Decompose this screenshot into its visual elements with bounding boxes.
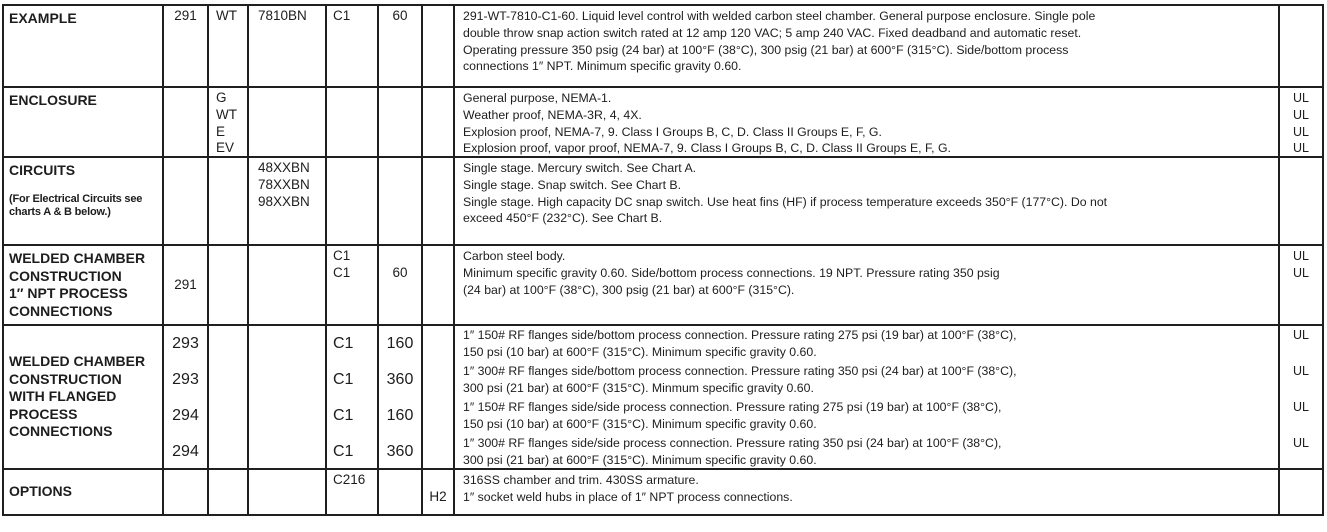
desc-line: double throw snap action switch rated at 12 amp 120 VAC; 5 amp 240 VAC. Fixed deadband and automatic reset. [463, 25, 1082, 40]
material-code: C216 [333, 472, 366, 487]
description-cell [455, 246, 1280, 324]
row-label-line: CONNECTIONS [9, 302, 113, 319]
series-code-cell [164, 246, 209, 324]
desc-entry [455, 326, 1278, 362]
ul-mark: UL [1293, 107, 1309, 122]
ul-mark: UL [1293, 364, 1309, 378]
row-label-line: CONNECTIONS [9, 423, 113, 440]
desc-entry [455, 362, 1278, 398]
ul-mark: UL [1293, 124, 1309, 139]
desc-line: Single stage. Mercury switch. See Chart A. [463, 161, 697, 175]
desc-line: Single stage. Snap switch. See Chart B. [463, 177, 682, 192]
row-welded-flanged [4, 324, 1322, 468]
row-circuits [4, 156, 1322, 244]
row-label-line: 1″ NPT PROCESS [9, 285, 128, 301]
series-code-cell [164, 88, 209, 156]
gravity-code: 360 [386, 371, 414, 388]
enclosure-code: WT [216, 8, 237, 23]
ul-cell [1280, 470, 1322, 514]
desc-line: General purpose, NEMA-1. [463, 91, 612, 105]
material-code-cell [327, 158, 379, 244]
material-code-cell [327, 470, 379, 514]
material-code: C1 [333, 248, 351, 263]
description-cell [455, 158, 1280, 244]
row-label-line: WELDED CHAMBER [9, 250, 146, 266]
material-code: C1 [333, 264, 351, 280]
note-line: (For Electrical Circuits see [9, 192, 143, 205]
row-label-options [4, 470, 164, 514]
desc-line: Weather proof, NEMA-3R, 4, 4X. [463, 107, 642, 122]
gravity-code: 160 [386, 335, 414, 352]
enclosure-code: E [216, 123, 226, 139]
circuit-code: 48XXBN [258, 160, 310, 175]
gravity-code-cell [379, 158, 423, 244]
option-code-blank [423, 472, 453, 489]
gravity-code: 60 [392, 8, 408, 23]
series-code-cell [164, 6, 209, 86]
gravity-code: 60 [392, 264, 408, 280]
gravity-code-blank [379, 248, 421, 265]
desc-line: 1″ 300# RF flanges side/bottom process connection. Pressure rating 350 psi (24 bar) at 100°F (38°C), [463, 364, 1017, 378]
row-label-line: PROCESS [9, 405, 78, 422]
option-code-cell [423, 6, 455, 86]
description-cell [455, 470, 1280, 514]
enclosure-code-cell [209, 470, 249, 514]
ul-mark: UL [1293, 265, 1309, 280]
series-code: 293 [172, 335, 199, 352]
desc-line: 291-WT-7810-C1-60. Liquid level control with welded carbon steel chamber. General purpose enclosure. Single pole [463, 9, 1096, 23]
row-label-example [4, 6, 164, 86]
series-code-cell [164, 326, 209, 468]
enclosure-code: EV [216, 140, 235, 156]
material-code: C1 [333, 407, 354, 424]
circuit-code-cell [249, 158, 327, 244]
ul-mark: UL [1293, 91, 1309, 105]
circuit-code-cell [249, 88, 327, 156]
option-code-cell [423, 326, 455, 468]
row-label-text: EXAMPLE [9, 10, 77, 26]
enclosure-code-cell [209, 158, 249, 244]
ul-mark: UL [1293, 328, 1309, 342]
material-code: C1 [333, 371, 354, 388]
desc-entry [455, 398, 1278, 434]
enclosure-code-cell [209, 6, 249, 86]
note-line: charts A & B below.) [9, 206, 111, 218]
row-label-line: CONSTRUCTION [9, 267, 122, 284]
desc-line: 300 psi (21 bar) at 600°F (315°C). Minimum specific gravity 0.60. [463, 452, 817, 467]
gravity-code-cell [379, 326, 423, 468]
material-code-cell [327, 6, 379, 86]
gravity-code: 360 [386, 443, 414, 460]
row-example [4, 6, 1322, 86]
ul-cell [1280, 246, 1322, 324]
circuit-code-cell [249, 6, 327, 86]
circuit-code: 98XXBN [258, 193, 310, 209]
desc-line: connections 1″ NPT. Minimum specific gravity 0.60. [463, 59, 742, 74]
gravity-code-cell [379, 470, 423, 514]
desc-line: 1″ 150# RF flanges side/bottom process connection. Pressure rating 275 psi (19 bar) at 100°F (38°C), [463, 328, 1017, 342]
row-label-line: CONSTRUCTION [9, 370, 122, 387]
desc-line: 1″ 300# RF flanges side/side process connection. Pressure rating 350 psi (24 bar) at 100°F (38°C), [463, 436, 1002, 450]
material-code: C1 [333, 443, 354, 460]
option-code-cell [423, 246, 455, 324]
row-label-line: WITH FLANGED [9, 388, 117, 405]
row-label-text: ENCLOSURE [9, 92, 97, 108]
option-code-cell [423, 158, 455, 244]
desc-line: 150 psi (10 bar) at 600°F (315°C). Minimum specific gravity 0.60. [463, 416, 817, 431]
series-code-cell [164, 158, 209, 244]
desc-line: exceed 450°F (232°C). See Chart B. [463, 211, 663, 226]
series-code: 293 [172, 371, 199, 388]
ul-cell [1280, 158, 1322, 244]
material-code: C1 [333, 8, 351, 23]
row-label-welded-flanged [4, 326, 164, 468]
ul-mark: UL [1293, 141, 1309, 156]
desc-line: 150 psi (10 bar) at 600°F (315°C). Minimum specific gravity 0.60. [463, 344, 817, 359]
row-label-text: OPTIONS [9, 483, 73, 500]
row-enclosure [4, 86, 1322, 156]
material-code-cell [327, 88, 379, 156]
row-welded-npt [4, 244, 1322, 324]
gravity-code-cell [379, 246, 423, 324]
row-options [4, 468, 1322, 514]
enclosure-code: G [216, 90, 227, 105]
desc-line: Carbon steel body. [463, 249, 566, 263]
enclosure-code-cell [209, 88, 249, 156]
description-cell [455, 88, 1280, 156]
description-cell [455, 6, 1280, 86]
enclosure-code-cell [209, 246, 249, 324]
option-code-cell [423, 88, 455, 156]
enclosure-code: WT [216, 106, 237, 122]
material-code-cell [327, 246, 379, 324]
series-code: 294 [172, 407, 199, 424]
desc-line: 300 psi (21 bar) at 600°F (315°C). Minmum specific gravity 0.60. [463, 380, 814, 395]
gravity-code-cell [379, 6, 423, 86]
circuit-code-cell [249, 326, 327, 468]
gravity-code-cell [379, 88, 423, 156]
desc-line: 1″ 150# RF flanges side/side process connection. Pressure rating 275 psi (19 bar) at 100°F (38°C), [463, 400, 1002, 414]
series-code: 291 [174, 276, 197, 292]
option-code: H2 [429, 488, 447, 504]
ul-cell [1280, 326, 1322, 468]
ul-cell [1280, 88, 1322, 156]
desc-line: Single stage. High capacity DC snap switch. Use heat fins (HF) if process temperature exceeds 350°F (177°C). Do not [463, 194, 1108, 209]
ul-cell [1280, 6, 1322, 86]
row-label-welded-npt [4, 246, 164, 324]
series-code: 294 [172, 443, 199, 460]
series-code: 291 [174, 8, 197, 23]
row-label-line: WELDED CHAMBER [9, 353, 146, 370]
circuit-code-cell [249, 246, 327, 324]
ul-mark: UL [1293, 400, 1309, 414]
ul-mark: UL [1293, 249, 1309, 263]
row-label-text: CIRCUITS [9, 162, 76, 178]
row-label-circuits [4, 158, 164, 244]
row-label-enclosure [4, 88, 164, 156]
model-selection-table [2, 4, 1324, 516]
option-code-cell [423, 470, 455, 514]
desc-line: (24 bar) at 100°F (38°C), 300 psig (21 bar) at 600°F (315°C). [463, 282, 795, 297]
circuit-code: 7810BN [258, 8, 307, 23]
description-cell [455, 326, 1280, 468]
desc-line: Explosion proof, NEMA-7, 9. Class I Groups B, C, D. Class II Groups E, F, G. [463, 124, 882, 139]
material-code: C1 [333, 335, 354, 352]
circuit-code-cell [249, 470, 327, 514]
desc-entry [455, 434, 1278, 468]
desc-line: 1″ socket weld hubs in place of 1″ NPT process connections. [463, 489, 793, 504]
desc-line: 316SS chamber and trim. 430SS armature. [463, 473, 699, 487]
circuit-code: 78XXBN [258, 176, 310, 192]
desc-line: Operating pressure 350 psig (24 bar) at 100°F (38°C), 300 psig (21 bar) at 600°F (315°C). Side/bottom process [463, 42, 1069, 57]
material-code-cell [327, 326, 379, 468]
enclosure-code-cell [209, 326, 249, 468]
series-code-cell [164, 470, 209, 514]
desc-line: Explosion proof, vapor proof, NEMA-7, 9. Class I Groups B, C, D. Class II Groups E, F, G. [463, 141, 951, 156]
gravity-code: 160 [386, 407, 414, 424]
ul-mark: UL [1293, 436, 1309, 450]
desc-line: Minimum specific gravity 0.60. Side/bottom process connections. 19 NPT. Pressure rating 350 psig [463, 265, 1000, 280]
row-label-note [9, 193, 160, 220]
